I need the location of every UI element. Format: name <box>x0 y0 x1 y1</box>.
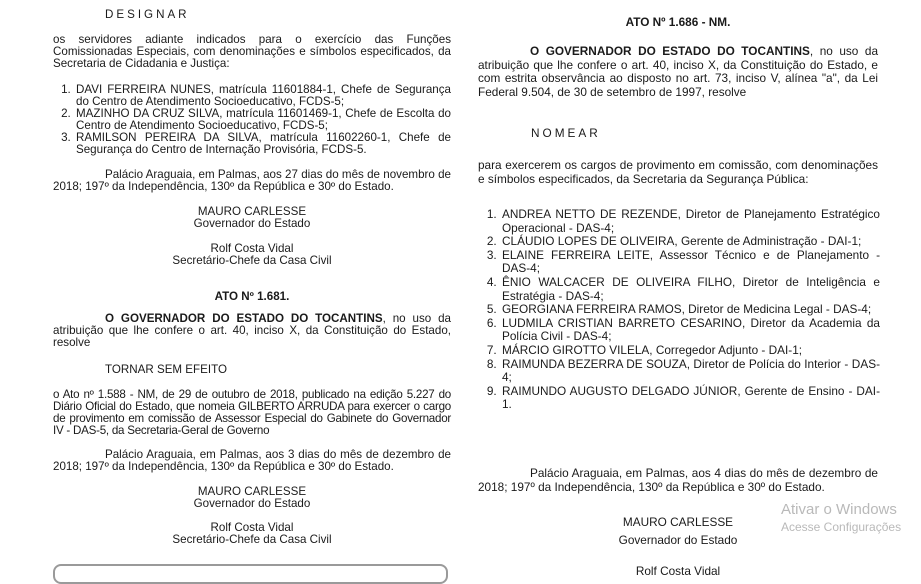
signature-name-1: MAURO CARLESSE <box>197 205 307 218</box>
list-item: 7. MÁRCIO GIROTTO VILELA, Corregedor Adjunto - DAI-1; <box>500 344 880 358</box>
list-item: 1. ANDREA NETTO DE REZENDE, Diretor de Planejamento Estratégico Operacional - DAS-4; <box>500 208 880 235</box>
governor-preamble-right <box>478 45 878 99</box>
signature-name-right-partial: Rolf Costa Vidal <box>635 564 721 578</box>
nomear-intro: para exercerem os cargos de provimento em comissão, com denominações e símbolos especificados, da Secretaria da Segurança Pública: <box>478 158 878 186</box>
tornar-sem-efeito-body: o Ato nº 1.588 - NM, de 29 de outubro de 2018, publicado na edição 5.227 do Diário Oficial do Estado, que nomeia GILBERTO ARRUDA para exercer o cargo de provimento em comissão de Assessor Especial do Gabinete do Governador IV - DAS-5, da Secretaria-Geral de Governo <box>53 388 451 437</box>
signature-title-right: Governador do Estado <box>618 533 738 547</box>
list-item: 9. RAIMUNDO AUGUSTO DELGADO JÚNIOR, Gerente de Ensino - DAI-1. <box>500 385 880 412</box>
signature-name-3: MAURO CARLESSE <box>197 485 307 498</box>
list-item: 1. DAVI FERREIRA NUNES, matrícula 11601884-1, Chefe de Segurança do Centro de Atendimento Socioeducativo, FCDS-5; <box>74 84 451 108</box>
partial-bordered-box <box>53 564 448 584</box>
list-item: 5. GEORGIANA FERREIRA RAMOS, Diretor de Medicina Legal - DAS-4; <box>500 303 880 317</box>
designar-intro: os servidores adiante indicados para o exercício das Funções Comissionadas Especiais, com denominações e símbolos especificados, da Secretaria de Cidadania e Justiça: <box>53 33 451 70</box>
watermark-line-1: Ativar o Windows <box>781 501 897 518</box>
signature-title-4: Secretário-Chefe da Casa Civil <box>172 533 332 546</box>
nomear-list <box>478 208 880 412</box>
governor-bold: O GOVERNADOR DO ESTADO DO TOCANTINS <box>105 312 383 325</box>
designar-list <box>53 84 451 156</box>
windows-activation-watermark <box>781 500 901 535</box>
closing-paragraph-1: Palácio Araguaia, em Palmas, aos 27 dias do mês de novembro de 2018; 197º da Independência, 130º da República e 30º do Estado. <box>53 168 451 193</box>
signature-name-right: MAURO CARLESSE <box>622 515 734 529</box>
governor-bold: O GOVERNADOR DO ESTADO DO TOCANTINS <box>530 44 810 58</box>
list-item: 3. ELAINE FERREIRA LEITE, Assessor Técnico e de Planejamento - DAS-4; <box>500 249 880 276</box>
signature-title-2: Secretário-Chefe da Casa Civil <box>172 254 332 267</box>
governor-rest: , no uso da atribuição que lhe confere o art. 40, inciso X, da Constituição do Estado, e com estrita observância ao disposto no art. 73, inciso V, alínea "a", da Lei Federal 9.504, de 30 de setembro de 1997, resolve <box>478 44 879 99</box>
act-title-1686: ATO Nº 1.686 - NM. <box>625 15 731 29</box>
list-item: 6. LUDMILA CRISTIAN BARRETO CESARINO, Diretor da Academia da Polícia Civil - DAS-4; <box>500 317 880 344</box>
list-item: 8. RAIMUNDA BEZERRA DE SOUZA, Diretor de Polícia do Interior - DAS-4; <box>500 358 880 385</box>
signature-name-4: Rolf Costa Vidal <box>210 521 294 534</box>
signature-name-2: Rolf Costa Vidal <box>210 242 294 255</box>
watermark-line-2: Acesse Configurações <box>781 520 902 534</box>
signature-title-3: Governador do Estado <box>193 497 311 510</box>
list-item: 2. CLÁUDIO LOPES DE OLIVEIRA, Gerente de Administração - DAI-1; <box>500 235 880 249</box>
act-title-1681: ATO Nº 1.681. <box>214 290 290 303</box>
list-item: 2. MAZINHO DA CRUZ SILVA, matrícula 11601469-1, Chefe de Escolta do Centro de Atendimento Socioeducativo, FCDS-5; <box>74 108 451 132</box>
closing-paragraph-right: Palácio Araguaia, em Palmas, aos 4 dias do mês de dezembro de 2018; 197º da Independência, 130º da República e 30º do Estado. <box>478 466 878 494</box>
signature-title-1: Governador do Estado <box>193 217 311 230</box>
nomear-heading: NOMEAR <box>531 126 601 140</box>
tornar-sem-efeito-heading: TORNAR SEM EFEITO <box>105 363 227 376</box>
closing-paragraph-2: Palácio Araguaia, em Palmas, aos 3 dias do mês de dezembro de 2018; 197º da Independência, 130º da República e 30º do Estado. <box>53 448 451 473</box>
designar-heading: DESIGNAR <box>105 8 190 21</box>
list-item: 3. RAMILSON PEREIRA DA SILVA, matrícula 11602260-1, Chefe de Segurança do Centro de Internação Provisória, FCDS-5. <box>74 132 451 156</box>
governor-rest: , no uso da atribuição que lhe confere o art. 40, inciso X, da Constituição do Estado, resolve <box>53 312 451 349</box>
list-item: 4. ÊNIO WALCACER DE OLIVEIRA FILHO, Diretor de Inteligência e Estratégia - DAS-4; <box>500 276 880 303</box>
governor-preamble-left <box>53 313 451 349</box>
